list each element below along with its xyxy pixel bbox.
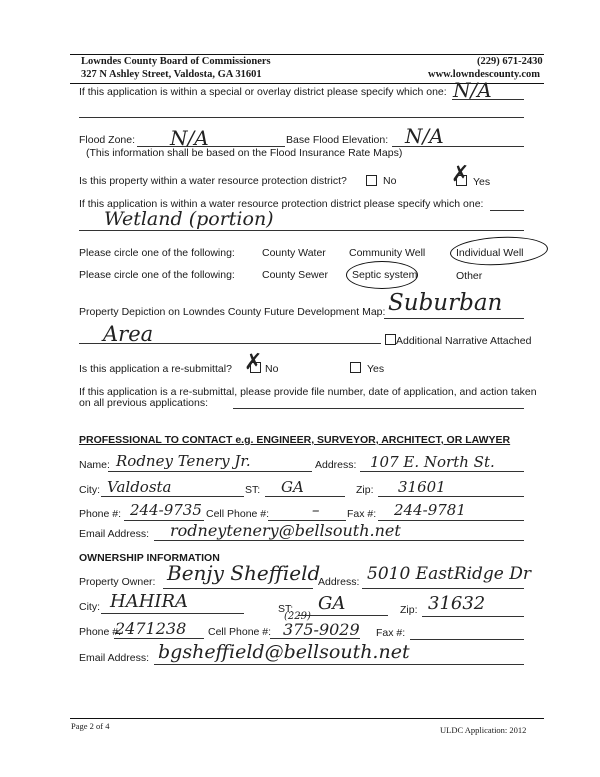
water-question: Is this property within a water resource protection district? xyxy=(79,175,347,187)
footer-rule xyxy=(70,718,544,719)
resubmittal-no-label: No xyxy=(265,363,279,375)
header-org: Lowndes County Board of Commissioners xyxy=(81,56,271,67)
prof-name-line[interactable] xyxy=(108,471,312,472)
prof-st-line[interactable] xyxy=(265,496,345,497)
owner-email-line[interactable] xyxy=(154,664,524,665)
circle1-label: Please circle one of the following: xyxy=(79,247,235,259)
bfe-value: N/A xyxy=(405,124,444,148)
prof-email-line[interactable] xyxy=(154,540,524,541)
water-yes-label: Yes xyxy=(473,176,491,188)
prof-email-value: rodneytenery@bellsouth.net xyxy=(170,521,401,540)
water-specify-value: Wetland (portion) xyxy=(104,208,274,230)
circle1-county-water[interactable]: County Water xyxy=(262,247,326,259)
depiction-value-1: Suburban xyxy=(388,290,503,316)
prof-city-value: Valdosta xyxy=(107,478,172,496)
flood-note: (This information shall be based on the Flood Insurance Rate Maps) xyxy=(86,147,403,159)
prof-city-label: City: xyxy=(79,484,100,496)
owner-line[interactable] xyxy=(163,588,313,589)
flood-zone-value: N/A xyxy=(170,126,209,150)
owner-cell-label: Cell Phone #: xyxy=(208,626,272,638)
prof-city-line[interactable] xyxy=(101,496,244,497)
prof-st-value: GA xyxy=(281,478,304,496)
owner-zip-label: Zip: xyxy=(400,604,418,616)
owner-st-label: ST: xyxy=(278,603,294,615)
owner-label: Property Owner: xyxy=(79,576,156,588)
owner-address-value: 5010 EastRidge Dr xyxy=(367,564,531,584)
water-no-checkbox[interactable] xyxy=(366,175,377,186)
resubmittal-yes-label: Yes xyxy=(367,363,385,375)
resubmittal-question: Is this application a re-submittal? xyxy=(79,363,232,375)
owner-st-line[interactable] xyxy=(298,615,388,616)
owner-email-label: Email Address: xyxy=(79,652,150,664)
narrative-checkbox[interactable] xyxy=(385,334,396,345)
circle1-selection-mark xyxy=(449,234,548,267)
flood-zone-label: Flood Zone: xyxy=(79,134,136,146)
resubmittal-detail-1: If this application is a re-submittal, please provide file number, date of application, and action taken xyxy=(79,386,537,398)
water-no-label: No xyxy=(383,175,397,187)
circle2-other[interactable]: Other xyxy=(456,270,483,282)
prof-fax-label: Fax #: xyxy=(347,508,377,520)
check-mark-icon: ✗ xyxy=(451,162,470,187)
owner-value: Benjy Sheffield xyxy=(167,561,321,585)
water-specify-label: If this application is within a water resource protection district please specify which one: xyxy=(79,198,484,210)
owner-fax-label: Fax #: xyxy=(376,627,406,639)
water-specify-line-2[interactable] xyxy=(79,230,524,231)
circle1-individual-well[interactable]: Individual Well xyxy=(456,247,524,259)
prof-email-label: Email Address: xyxy=(79,528,150,540)
prof-st-label: ST: xyxy=(245,484,261,496)
prof-address-line[interactable] xyxy=(360,471,524,472)
owner-address-line[interactable] xyxy=(362,588,524,589)
owner-cell-value: 375-9029 xyxy=(283,620,360,639)
owner-phone-value: 2471238 xyxy=(115,619,187,638)
owner-city-value: HAHIRA xyxy=(110,591,189,612)
depiction-line[interactable] xyxy=(384,318,524,319)
owner-phone-label: Phone #: xyxy=(79,626,122,638)
prof-phone-label: Phone #: xyxy=(79,508,122,520)
owner-phone-line[interactable] xyxy=(114,638,204,639)
prof-address-value: 107 E. North St. xyxy=(370,453,495,471)
circle2-county-sewer[interactable]: County Sewer xyxy=(262,269,328,281)
circle2-label: Please circle one of the following: xyxy=(79,269,235,281)
prof-fax-value: 244-9781 xyxy=(394,501,466,519)
professional-heading: PROFESSIONAL TO CONTACT e.g. ENGINEER, SURVEYOR, ARCHITECT, OR LAWYER xyxy=(79,434,511,446)
check-mark-icon: ✗ xyxy=(244,350,263,375)
owner-address-label: Address: xyxy=(318,576,360,588)
owner-zip-line[interactable] xyxy=(422,616,524,617)
resubmittal-yes-checkbox[interactable] xyxy=(350,362,361,373)
overlay-value: N/A xyxy=(453,78,492,102)
header-phone: (229) 671-2430 xyxy=(477,56,543,67)
owner-cell-area-value: (229) xyxy=(284,611,311,622)
prof-address-label: Address: xyxy=(315,459,357,471)
resubmittal-line[interactable] xyxy=(233,408,524,409)
narrative-label: Additional Narrative Attached xyxy=(396,335,532,347)
prof-zip-value: 31601 xyxy=(398,478,446,496)
prof-name-value: Rodney Tenery Jr. xyxy=(116,452,251,470)
resubmittal-detail-2: on all previous applications: xyxy=(79,397,208,409)
owner-zip-value: 31632 xyxy=(428,593,486,614)
prof-zip-line[interactable] xyxy=(378,496,524,497)
owner-city-line[interactable] xyxy=(101,613,244,614)
depiction-label: Property Depiction on Lowndes County Future Development Map: xyxy=(79,306,386,318)
overlay-label: If this application is within a special or overlay district please specify which one: xyxy=(79,86,447,98)
owner-st-value: GA xyxy=(318,593,346,614)
water-specify-line[interactable] xyxy=(490,210,524,211)
prof-cell-label: Cell Phone #: xyxy=(206,508,270,520)
header-top-rule xyxy=(70,54,544,55)
footer-app: ULDC Application: 2012 xyxy=(440,725,527,735)
overlay-line-2[interactable] xyxy=(79,117,524,118)
depiction-value-2: Area xyxy=(103,322,154,346)
owner-city-label: City: xyxy=(79,601,100,613)
circle2-septic-system[interactable]: Septic system xyxy=(352,269,418,281)
bfe-label: Base Flood Elevation: xyxy=(286,134,389,146)
footer-page: Page 2 of 4 xyxy=(71,721,110,731)
circle1-community-well[interactable]: Community Well xyxy=(349,247,426,259)
prof-phone-value: 244-9735 xyxy=(130,501,202,519)
prof-cell-value: – xyxy=(312,501,320,519)
ownership-heading: OWNERSHIP INFORMATION xyxy=(79,552,220,564)
prof-name-label: Name: xyxy=(79,459,110,471)
circle2-selection-mark xyxy=(346,261,418,289)
prof-zip-label: Zip: xyxy=(356,484,374,496)
owner-fax-line[interactable] xyxy=(410,639,524,640)
header-website: www.lowndescounty.com xyxy=(428,69,541,80)
owner-email-value: bgsheffield@bellsouth.net xyxy=(158,641,410,663)
header-address: 327 N Ashley Street, Valdosta, GA 31601 xyxy=(81,69,262,80)
